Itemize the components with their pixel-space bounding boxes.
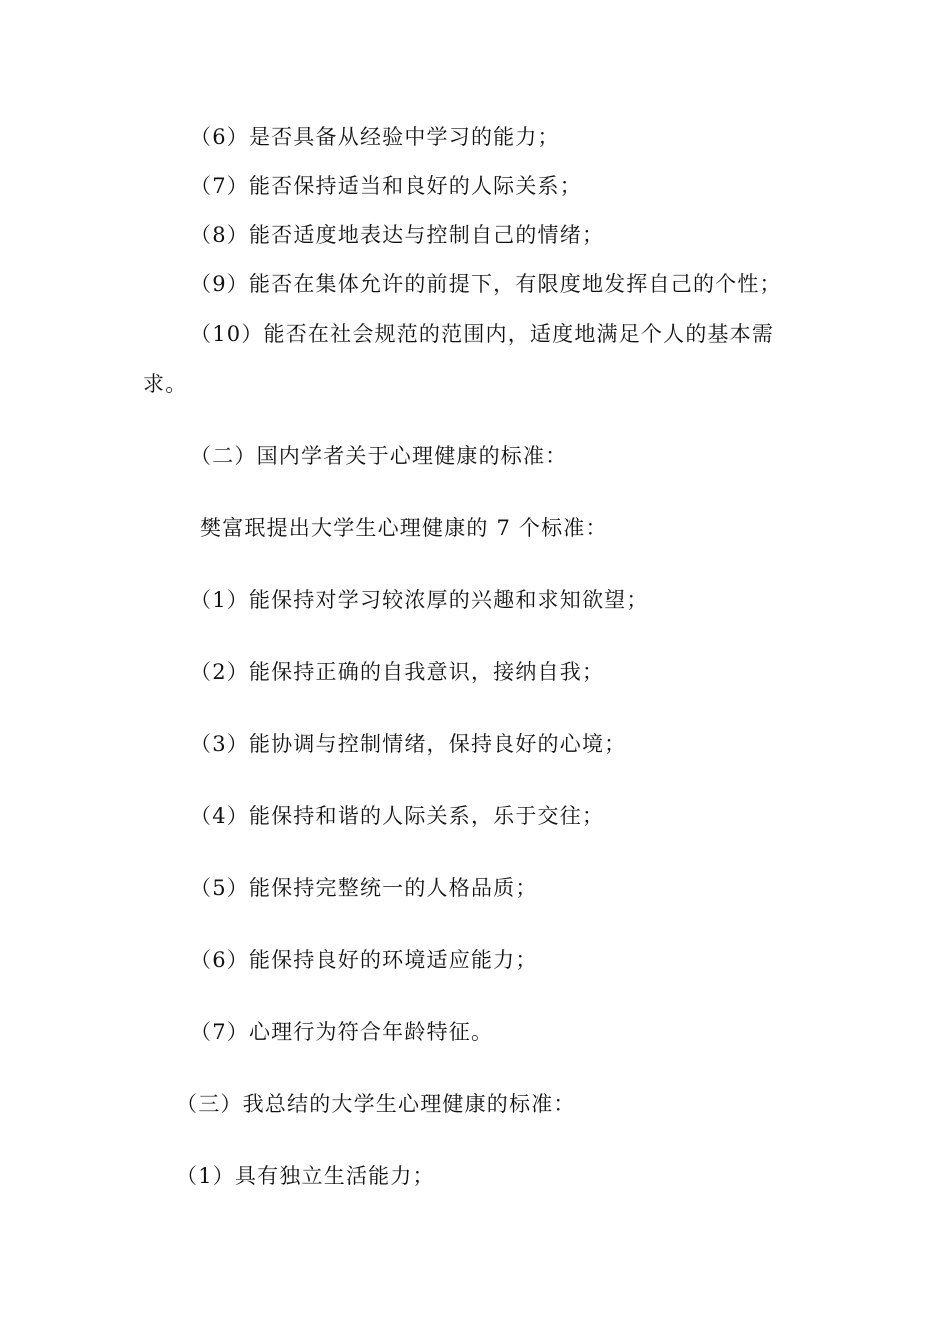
list-item-western-6: （6）是否具备从经验中学习的能力； <box>190 125 560 149</box>
list-item-domestic-7: （7）心理行为符合年龄特征。 <box>190 1020 494 1044</box>
paragraph-fan-fumin-intro: 樊富珉提出大学生心理健康的 7 个标准： <box>200 516 608 540</box>
list-item-domestic-3: （3）能协调与控制情绪，保持良好的心境； <box>190 732 627 756</box>
list-item-summary-1: （1）具有独立生活能力； <box>176 1164 435 1188</box>
list-item-domestic-6: （6）能保持良好的环境适应能力； <box>190 948 538 972</box>
list-item-western-10-continuation: 求。 <box>143 372 188 396</box>
list-item-western-10: （10）能否在社会规范的范围内，适度地满足个人的基本需 <box>190 322 775 346</box>
list-item-domestic-1: （1）能保持对学习较浓厚的兴趣和求知欲望； <box>190 588 649 612</box>
list-item-domestic-2: （2）能保持正确的自我意识，接纳自我； <box>190 660 605 684</box>
list-item-western-7: （7）能否保持适当和良好的人际关系； <box>190 174 582 198</box>
section-heading-domestic: （二）国内学者关于心理健康的标准： <box>190 444 568 468</box>
section-heading-summary: （三）我总结的大学生心理健康的标准： <box>176 1092 576 1116</box>
list-item-domestic-4: （4）能保持和谐的人际关系，乐于交往； <box>190 804 605 828</box>
list-item-western-8: （8）能否适度地表达与控制自己的情绪； <box>190 223 605 247</box>
list-item-domestic-5: （5）能保持完整统一的人格品质； <box>190 876 538 900</box>
list-item-western-9: （9）能否在集体允许的前提下，有限度地发挥自己的个性； <box>190 272 782 296</box>
